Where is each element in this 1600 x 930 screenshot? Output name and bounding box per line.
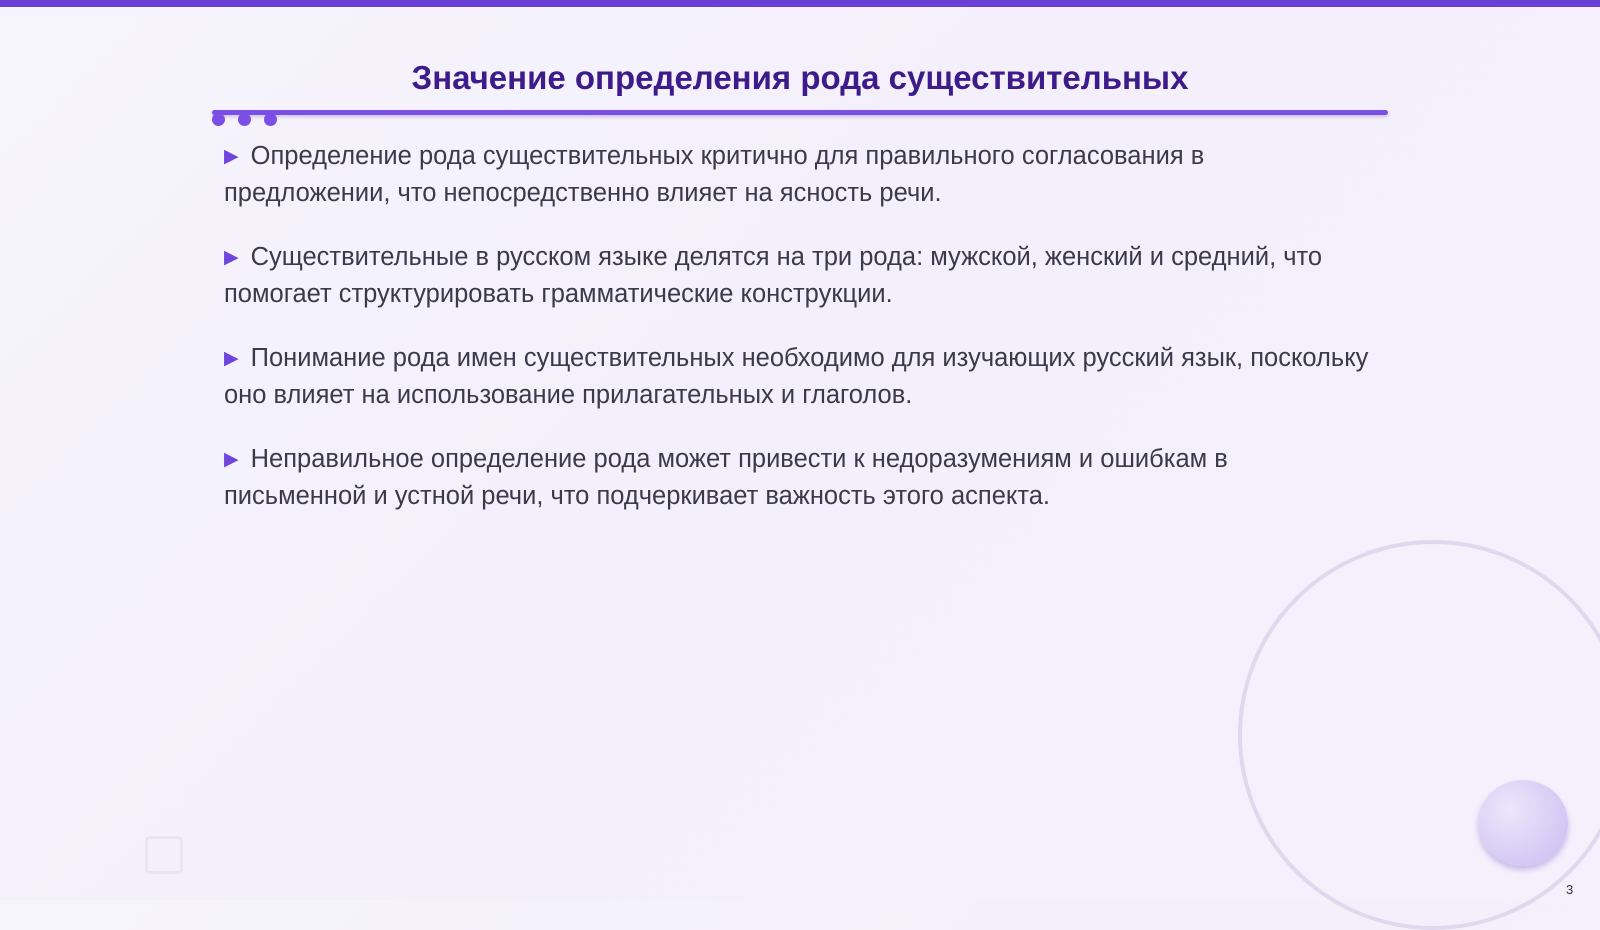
decor-dot	[212, 113, 225, 126]
bullet-text: Понимание рода имен существительных необходимо для изучающих русский язык, поскольку оно влияет на использование прилагательных и глаголов.	[224, 344, 1369, 409]
bullet-item	[224, 239, 1374, 312]
decor-dot	[238, 113, 251, 126]
decorative-square	[145, 836, 183, 874]
bullet-item	[224, 340, 1374, 413]
triangle-bullet-icon: ▶	[224, 449, 239, 470]
bullet-list	[224, 138, 1374, 542]
triangle-bullet-icon: ▶	[224, 247, 239, 268]
page-number: 3	[1566, 882, 1574, 897]
top-accent-bar	[0, 0, 1600, 7]
bullet-item	[224, 138, 1374, 211]
bullet-text: Существительные в русском языке делятся на три рода: мужской, женский и средний, что помогает структурировать грамматические конструкции.	[224, 243, 1323, 308]
bullet-text: Определение рода существительных критично для правильного согласования в предложении, что непосредственно влияет на ясность речи.	[224, 142, 1205, 207]
bullet-item	[224, 441, 1374, 514]
bullet-text: Неправильное определение рода может привести к недоразумениям и ошибкам в письменной и устной речи, что подчеркивает важность этого аспекта.	[224, 445, 1228, 510]
triangle-bullet-icon: ▶	[224, 146, 239, 167]
decorative-ring	[1238, 540, 1600, 930]
triangle-bullet-icon: ▶	[224, 348, 239, 369]
decor-dot	[264, 113, 277, 126]
decorative-bubble	[1478, 780, 1568, 866]
title-underline	[212, 110, 1388, 115]
slide-title: Значение определения рода существительных	[411, 59, 1189, 96]
